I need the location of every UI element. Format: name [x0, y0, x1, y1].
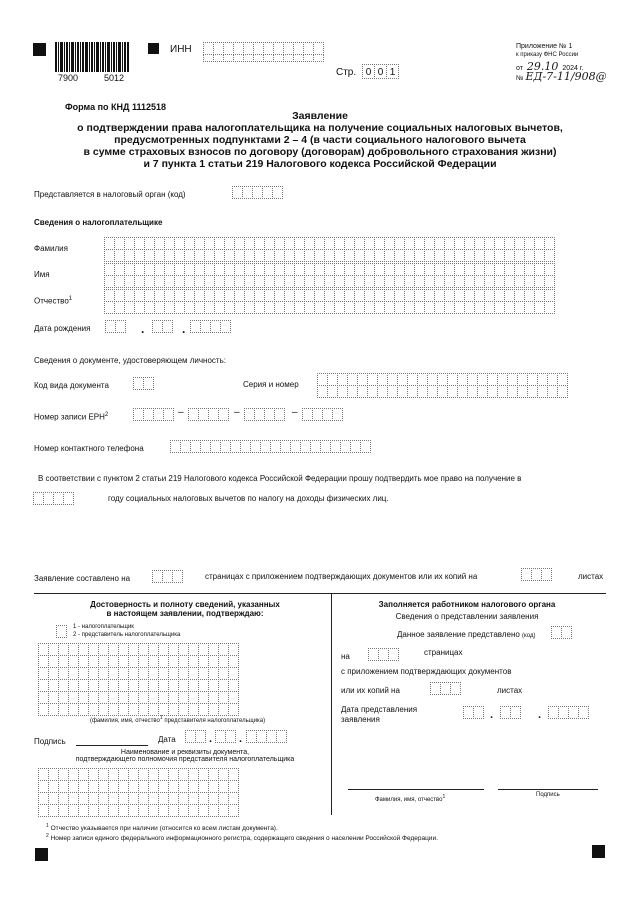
- form-title: Заявление о подтверждении права налогоплательщика на получение социальных налоговых вычетов, предусмотренных подпунктами 2 – 4 (в части социального налогового вычета в сумме страховых взносов по договору (договорам) добровольного страхования жизни) и 7 пункта 1 статьи 219 Налогового кодекса Российской Федерации: [77, 110, 563, 170]
- erh-cells-2[interactable]: [188, 408, 228, 421]
- signature-line[interactable]: [76, 745, 148, 746]
- page-number-cells: 0 0 1: [362, 64, 398, 79]
- pres-day-cells[interactable]: [463, 706, 483, 719]
- input-cell[interactable]: [544, 275, 555, 288]
- sheets-label: листах: [578, 572, 604, 581]
- input-cell[interactable]: [544, 301, 555, 314]
- with-docs-label: с приложением подтверждающих документов: [341, 667, 512, 676]
- name-cells-row2[interactable]: [104, 275, 554, 288]
- date-dot: .: [141, 322, 145, 336]
- signature-caption-right: Подпись: [536, 792, 560, 798]
- appendix-date: 29.10: [526, 60, 559, 73]
- date-label: Дата: [158, 735, 176, 744]
- doc-code-label: Код вида документа: [34, 381, 109, 390]
- corner-marker-bottom-left: [35, 848, 48, 861]
- doc-code-cells[interactable]: [133, 377, 153, 390]
- submitted-pages-cells[interactable]: [152, 570, 182, 583]
- form-code: Форма по КНД 1112518: [65, 102, 166, 112]
- dash: –: [234, 407, 240, 418]
- pages-count-cells[interactable]: [368, 648, 398, 661]
- sheets-cells[interactable]: [521, 568, 551, 581]
- fio-caption: Фамилия, имя, отчество$^1$: [375, 794, 446, 803]
- input-cell[interactable]: [544, 249, 555, 262]
- year-cells[interactable]: [33, 492, 73, 505]
- pres-month-cells[interactable]: [500, 706, 520, 719]
- input-cell[interactable]: [228, 804, 239, 817]
- presentation-date-label: Дата представления заявления: [341, 705, 418, 724]
- copies-on-label: или их копий на: [341, 686, 400, 695]
- phone-cells[interactable]: [170, 440, 370, 453]
- left-block-title: Достоверность и полноту сведений, указанных в настоящем заявлении, подтверждаю:: [90, 600, 280, 618]
- input-cell[interactable]: [360, 440, 371, 453]
- erh-cells-4[interactable]: [302, 408, 342, 421]
- patronymic-label: Отчество$^1$: [34, 296, 73, 306]
- sign-day-cells[interactable]: [185, 730, 205, 743]
- page-label: Стр.: [336, 67, 357, 78]
- series-number-cells-row2[interactable]: [317, 385, 567, 398]
- footnote-ref-2: 2: [104, 412, 109, 418]
- inn-label: ИНН: [170, 44, 192, 55]
- request-paragraph-end: году социальных налоговых вычетов по налогу на доходы физических лиц.: [108, 494, 389, 503]
- section-taxpayer: Сведения о налогоплательщике: [34, 218, 163, 227]
- rep-fio-caption: (фамилия, имя, отчество$^1$ представителя налогоплательщика): [90, 715, 266, 724]
- dash: –: [292, 407, 298, 418]
- input-cell[interactable]: [557, 385, 568, 398]
- date-dot: .: [209, 733, 213, 745]
- corner-marker-top-mid: [148, 43, 159, 54]
- pages-with-label: страницах с приложением подтверждающих документов или их копий на: [205, 572, 478, 581]
- inn-cells-row2[interactable]: [203, 54, 323, 62]
- sheets-label-right: листах: [497, 686, 523, 695]
- right-block-subtitle: Сведения о представлении заявления: [395, 612, 539, 621]
- sign-year-cells[interactable]: [246, 730, 286, 743]
- appendix-line3: от 29.10 2024 г.: [516, 60, 584, 73]
- submitted-on-label: Заявление составлено на: [34, 574, 131, 583]
- authority-doc-row4[interactable]: [38, 804, 238, 817]
- authority-doc-title: Наименование и реквизиты документа, подтверждающего полномочия представителя налогоплательщика: [75, 749, 295, 763]
- patronymic-cells-row2[interactable]: [104, 301, 554, 314]
- birth-day-cells[interactable]: [105, 320, 125, 333]
- date-dot: .: [490, 709, 494, 721]
- sign-month-cells[interactable]: [215, 730, 235, 743]
- birth-month-cells[interactable]: [152, 320, 172, 333]
- doc-section-label: Сведения о документе, удостоверяющем личность:: [34, 356, 226, 365]
- erh-cells-3[interactable]: [244, 408, 284, 421]
- on-label: на: [341, 652, 350, 661]
- fio-line[interactable]: [348, 789, 484, 790]
- option-representative: 2 - представитель налогоплательщика: [73, 632, 181, 638]
- barcode-number-left: 7900: [58, 73, 79, 83]
- pages-label: страницах: [424, 648, 463, 657]
- surname-label: Фамилия: [34, 244, 68, 253]
- signer-type-cell[interactable]: [56, 625, 66, 638]
- right-block-title: Заполняется работником налогового органа: [378, 600, 556, 609]
- erh-label: Номер записи ЕРН$^2$: [34, 412, 109, 422]
- pres-year-cells[interactable]: [548, 706, 588, 719]
- date-dot: .: [239, 733, 243, 745]
- series-number-label: Серия и номер: [243, 380, 299, 389]
- appendix-line2: к приказу ФНС России: [516, 52, 579, 58]
- appendix-line4: № ЕД-7-11/908@: [516, 70, 607, 83]
- erh-cells-1[interactable]: [133, 408, 173, 421]
- birth-year-cells[interactable]: [190, 320, 230, 333]
- tax-authority-label: Представляется в налоговый орган (код): [34, 190, 186, 199]
- date-dot: .: [182, 322, 186, 336]
- barcode: [55, 42, 130, 72]
- corner-marker-bottom-right: [592, 845, 605, 858]
- presented-label: Данное заявление представлено (код): [397, 630, 536, 639]
- footnote-2: $^2$ Номер записи единого федерального информационного регистра, содержащего сведения о населении Российской Федерации.: [46, 833, 438, 843]
- barcode-number-right: 5012: [104, 73, 125, 83]
- surname-cells-row2[interactable]: [104, 249, 554, 262]
- copies-count-cells[interactable]: [430, 682, 460, 695]
- corner-marker-top-left: [33, 43, 46, 56]
- appendix-number: ЕД-7-11/908@: [525, 70, 607, 83]
- signature-label: Подпись: [34, 737, 66, 746]
- block-top-border: [34, 593, 606, 594]
- birth-date-label: Дата рождения: [34, 324, 91, 333]
- block-divider: [331, 593, 332, 815]
- footnote-ref-1: 1: [68, 296, 73, 302]
- tax-authority-cells[interactable]: [232, 186, 282, 199]
- dash: –: [178, 407, 184, 418]
- name-label: Имя: [34, 270, 50, 279]
- option-taxpayer: 1 - налогоплательщик: [73, 624, 134, 630]
- signature-line-right[interactable]: [498, 789, 598, 790]
- request-paragraph: В соответствии с пунктом 2 статьи 219 Налогового кодекса Российской Федерации прошу подтвердить мое право на получение в: [38, 474, 522, 483]
- footnote-1: $^1$ Отчество указывается при наличии (относится ко всем листам документа).: [46, 823, 278, 833]
- presented-code-cells[interactable]: [551, 626, 571, 639]
- phone-label: Номер контактного телефона: [34, 444, 144, 453]
- date-dot: .: [538, 709, 542, 721]
- appendix-line1: Приложение № 1: [516, 43, 573, 50]
